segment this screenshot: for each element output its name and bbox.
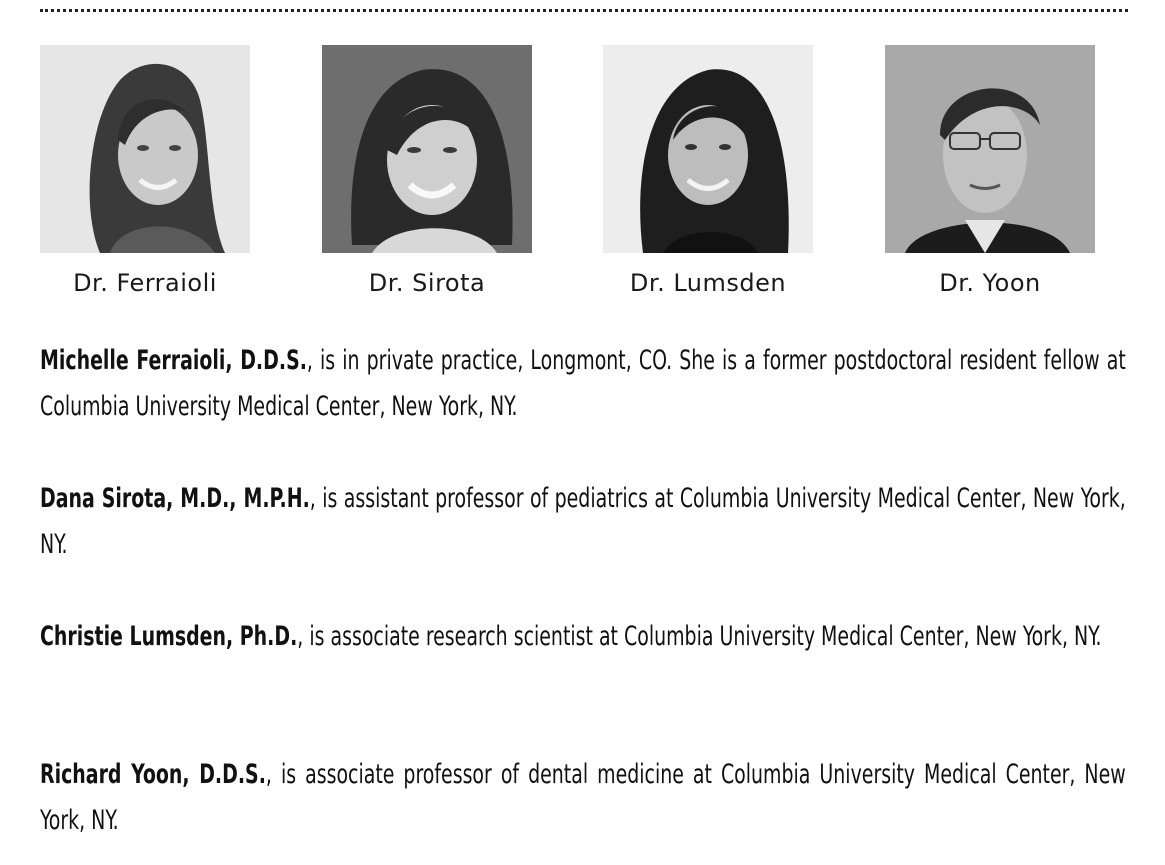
bio-paragraph-sirota <box>40 476 1126 568</box>
bio-paragraph-ferraioli <box>40 338 1126 430</box>
author-caption-ferraioli: Dr. Ferraioli <box>73 269 217 297</box>
bio-text-lumsden: , is associate research scientist at Columbia University Medical Center, New York, NY. <box>297 621 1102 652</box>
author-photo-yoon <box>885 45 1095 253</box>
bio-name-sirota: Dana Sirota, M.D., M.P.H. <box>40 483 310 514</box>
author-card-ferraioli <box>30 45 260 298</box>
author-caption-lumsden: Dr. Lumsden <box>629 269 787 297</box>
author-photo-ferraioli <box>40 45 250 253</box>
author-photo-row <box>0 45 1165 305</box>
dotted-divider <box>40 9 1128 12</box>
bio-text-yoon: , is associate professor of dental medicine at Columbia University Medical Center, New York, NY. <box>40 759 1126 836</box>
author-caption-yoon: Dr. Yoon <box>939 269 1041 297</box>
author-photo-sirota <box>322 45 532 253</box>
bio-name-lumsden: Christie Lumsden, Ph.D. <box>40 621 298 652</box>
author-card-sirota <box>312 45 542 298</box>
author-card-lumsden <box>593 45 823 298</box>
author-caption-sirota: Dr. Sirota <box>368 269 486 297</box>
bio-name-yoon: Richard Yoon, D.D.S. <box>40 759 266 790</box>
bio-text-sirota: , is assistant professor of pediatrics at Columbia University Medical Center, New York, NY. <box>40 483 1126 560</box>
bio-text-ferraioli: , is in private practice, Longmont, CO. She is a former postdoctoral resident fellow at Columbia University Medical Center, New York, NY. <box>40 345 1126 422</box>
bio-paragraph-yoon <box>40 752 1126 844</box>
bio-paragraph-lumsden <box>40 614 1126 660</box>
author-photo-lumsden <box>603 45 813 253</box>
bio-name-ferraioli: Michelle Ferraioli, D.D.S. <box>40 345 307 376</box>
author-card-yoon <box>875 45 1105 298</box>
